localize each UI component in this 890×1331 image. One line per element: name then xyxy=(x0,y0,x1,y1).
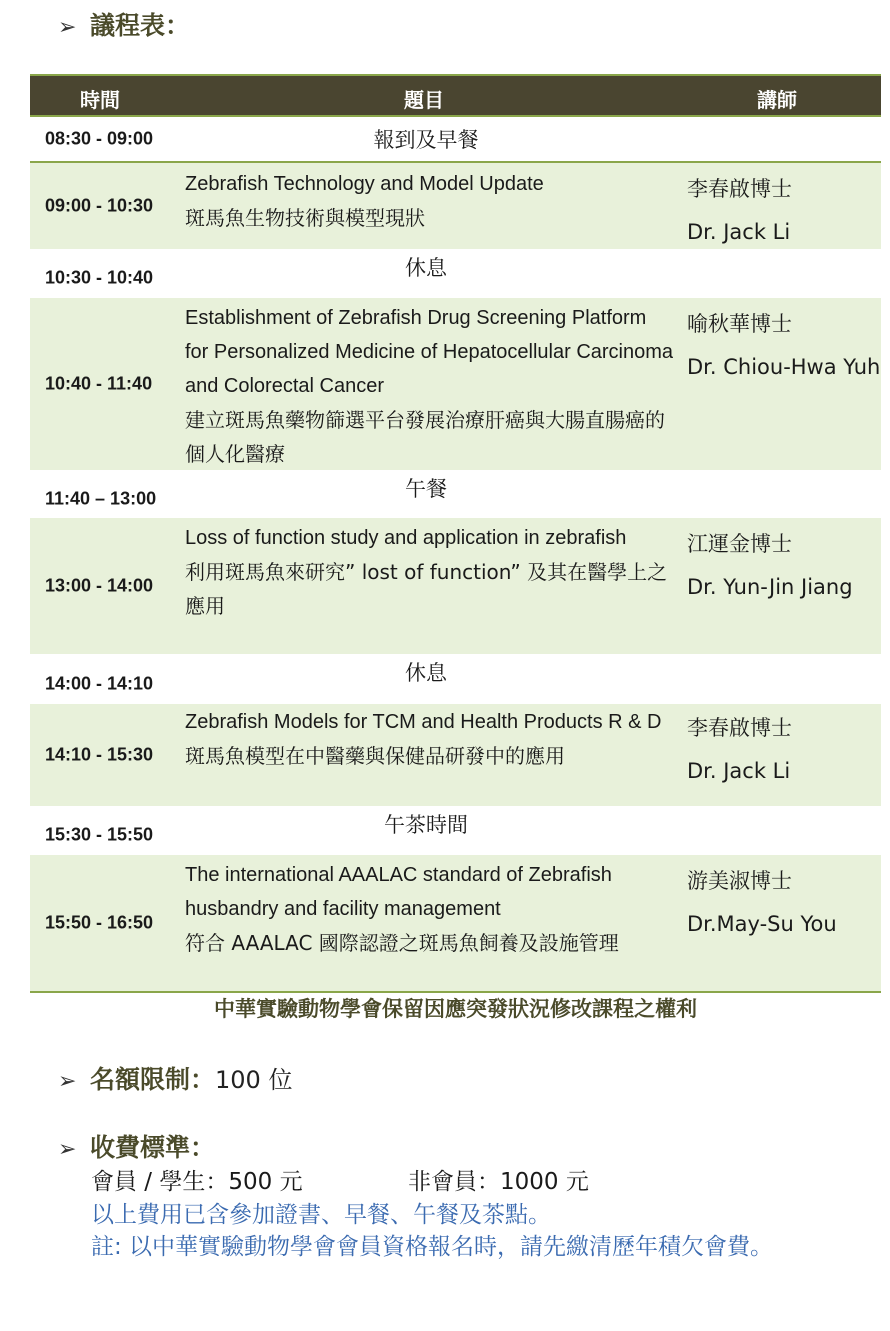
topic-zh: 建立斑馬魚藥物篩選平台發展治療肝癌與大腸直腸癌的個人化醫療 xyxy=(185,408,665,466)
col-topic: 題目 xyxy=(404,88,444,112)
break-label: 午餐 xyxy=(405,477,447,501)
table-row xyxy=(30,249,881,298)
table-row xyxy=(30,163,881,249)
row-time: 09:00 - 10:30 xyxy=(45,195,154,216)
row-time: 15:50 - 16:50 xyxy=(45,912,154,933)
arrow-bullet-icon: ➢ xyxy=(58,1137,77,1162)
speaker-zh: 江運金博士 xyxy=(687,532,792,556)
speaker-en: Dr. Chiou-Hwa Yuh xyxy=(687,355,881,379)
table-row xyxy=(30,518,881,654)
arrow-bullet-icon: ➢ xyxy=(58,15,77,40)
row-time: 11:40 – 13:00 xyxy=(45,488,157,509)
speaker-zh: 李春啟博士 xyxy=(687,177,792,201)
topic-zh: 利用斑馬魚來研究” lost of function” 及其在醫學上之應用 xyxy=(185,560,668,618)
row-time: 10:30 - 10:40 xyxy=(45,267,154,288)
agenda-table xyxy=(30,74,881,993)
fees-heading xyxy=(58,1128,215,1164)
row-time: 14:10 - 15:30 xyxy=(45,744,154,765)
col-time: 時間 xyxy=(80,88,120,112)
topic-en: The international AAALAC standard of Zebrafish husbandry and facility management xyxy=(185,864,612,920)
speaker-en: Dr. Yun-Jin Jiang xyxy=(687,575,853,599)
topic-en: Zebrafish Technology and Model Update xyxy=(185,173,544,195)
break-label: 午茶時間 xyxy=(384,813,468,837)
break-label: 休息 xyxy=(405,256,447,280)
row-time: 10:40 - 11:40 xyxy=(45,373,153,394)
row-time: 14:00 - 14:10 xyxy=(45,673,154,694)
arrow-bullet-icon: ➢ xyxy=(58,1069,77,1094)
fee-remark: 註: 以中華實驗動物學會會員資格報名時，請先繳清歷年積欠會費。 xyxy=(91,1234,774,1260)
topic-zh: 斑馬魚模型在中醫藥與保健品研發中的應用 xyxy=(185,744,565,768)
rights-note: 中華實驗動物學會保留因應突發狀況修改課程之權利 xyxy=(214,997,697,1021)
quota-heading xyxy=(58,1060,292,1096)
speaker-en: Dr. Jack Li xyxy=(687,220,791,244)
quota-label: 名額限制： xyxy=(90,1065,216,1094)
table-header xyxy=(30,74,881,117)
speaker-zh: 李春啟博士 xyxy=(687,716,792,740)
topic-cell xyxy=(185,167,675,235)
table-row xyxy=(30,470,881,518)
col-speaker: 講師 xyxy=(757,88,797,112)
speaker-en: Dr. Jack Li xyxy=(687,759,791,783)
topic-en: Establishment of Zebrafish Drug Screening Platform for Personalized Medicine of Hepatocellular Carcinoma and Colorectal Cancer xyxy=(185,307,674,397)
topic-zh: 符合 AAALAC 國際認證之斑馬魚飼養及設施管理 xyxy=(185,931,619,955)
topic-cell xyxy=(185,705,675,773)
topic-cell xyxy=(185,858,675,960)
fee-member: 會員 / 學生：500 元 xyxy=(91,1169,303,1195)
topic-cell xyxy=(185,521,675,623)
table-row xyxy=(30,704,881,806)
row-time: 08:30 - 09:00 xyxy=(45,128,154,149)
break-label: 休息 xyxy=(405,661,447,685)
speaker-zh: 喻秋華博士 xyxy=(687,312,792,336)
table-row xyxy=(30,806,881,855)
topic-zh: 斑馬魚生物技術與模型現狀 xyxy=(185,206,425,230)
break-label: 報到及早餐 xyxy=(373,128,479,152)
fee-included-note: 以上費用已含參加證書、早餐、午餐及茶點。 xyxy=(91,1202,551,1228)
table-row xyxy=(30,298,881,470)
topic-en: Zebrafish Models for TCM and Health Products R & D xyxy=(185,711,662,733)
speaker-en: Dr.May-Su You xyxy=(687,912,837,936)
table-row xyxy=(30,117,881,163)
agenda-title: 議程表： xyxy=(90,11,191,40)
fees-label: 收費標準： xyxy=(90,1133,216,1162)
table-row xyxy=(30,654,881,704)
row-time: 15:30 - 15:50 xyxy=(45,824,154,845)
table-row xyxy=(30,855,881,993)
agenda-heading xyxy=(58,6,190,42)
speaker-zh: 游美淑博士 xyxy=(687,869,792,893)
row-time: 13:00 - 14:00 xyxy=(45,575,154,596)
topic-en: Loss of function study and application in zebrafish xyxy=(185,527,627,549)
topic-cell xyxy=(185,301,675,471)
fee-nonmember: 非會員：1000 元 xyxy=(408,1169,589,1195)
quota-value: 100 位 xyxy=(215,1066,293,1094)
